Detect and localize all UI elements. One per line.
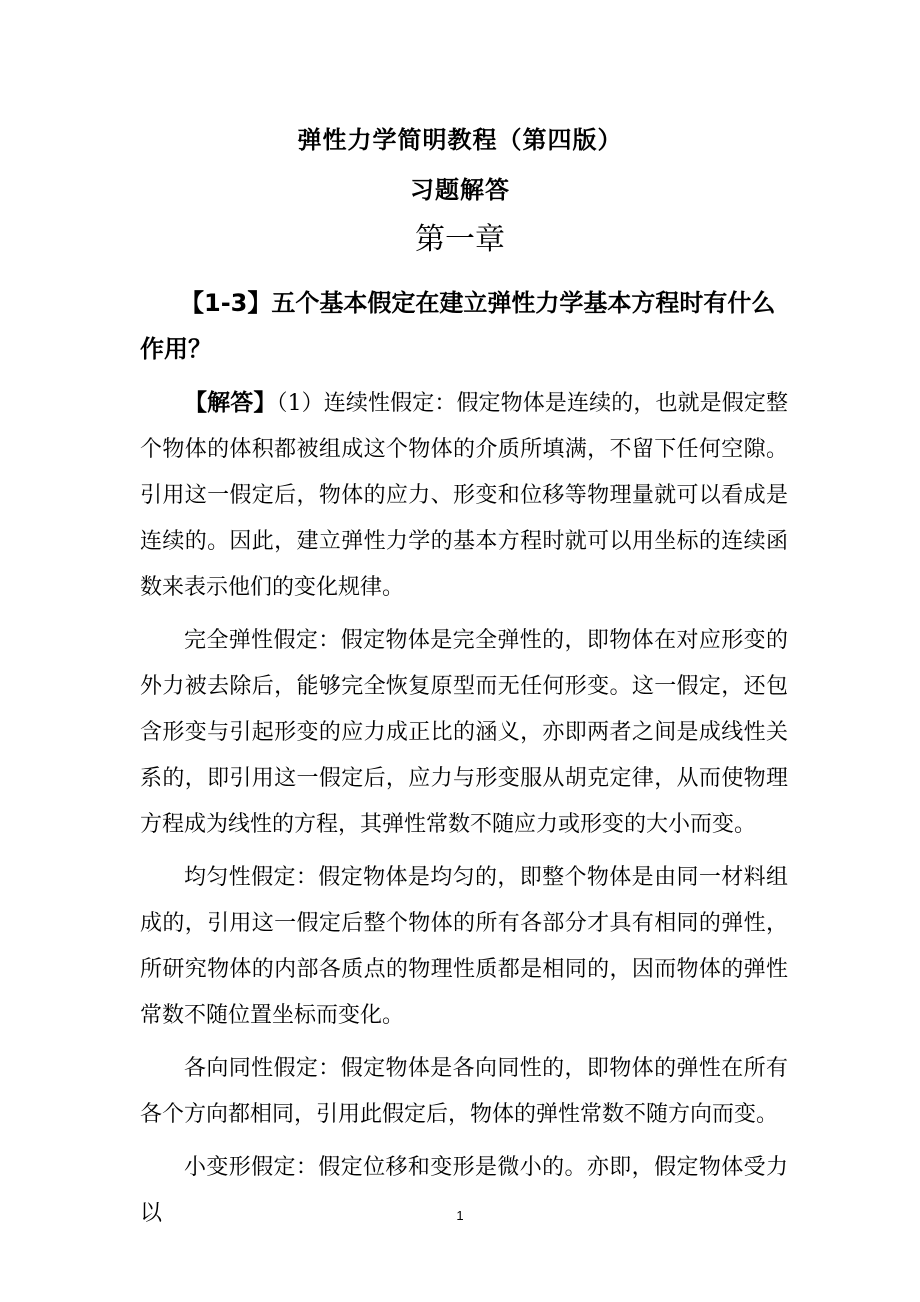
answer-paragraph-1 [140, 380, 788, 611]
page-number: 1 [456, 1208, 464, 1223]
chapter-heading: 第一章 [415, 222, 505, 257]
answer-body [140, 380, 788, 1244]
answer-paragraph-5: 小变形假定：假定位移和变形是微小的。亦即，假定物体受力以 [140, 1155, 788, 1226]
question-text: 【1-3】五个基本假定在建立弹性力学基本方程时有什么作用？ [140, 289, 776, 363]
answer-tag: 【解答】 [184, 390, 277, 416]
answer-paragraph-3: 均匀性假定：假定物体是均匀的，即整个物体是由同一材料组成的，引用这一假定后整个物体的所有各部分才具有相同的弹性，所研究物体的内部各质点的物理性质都是相同的，因而物体的弹性常数不随位置坐标而变化。 [140, 865, 788, 1028]
document-title: 弹性力学简明教程（第四版） [297, 126, 623, 154]
answer-paragraph-4: 各向同性假定：假定物体是各向同性的，即物体的弹性在所有各个方向都相同，引用此假定后，物体的弹性常数不随方向而变。 [140, 1056, 788, 1127]
paragraph-text: （1）连续性假定：假定物体是连续的，也就是假定整个物体的体积都被组成这个物体的介质所填满，不留下任何空隙。引用这一假定后，物体的应力、形变和位移等物理量就可以看成是连续的。因此，建立弹性力学的基本方程时就可以用坐标的连续函数来表示他们的变化规律。 [140, 391, 789, 600]
document-subtitle: 习题解答 [410, 176, 510, 204]
answer-paragraph-2: 完全弹性假定：假定物体是完全弹性的，即物体在对应形变的外力被去除后，能够完全恢复原型而无任何形变。这一假定，还包含形变与引起形变的应力成正比的涵义，亦即两者之间是成线性关系的，即引用这一假定后，应力与形变服从胡克定律，从而使物理方程成为线性的方程，其弹性常数不随应力或形变的大小而变。 [140, 628, 788, 837]
